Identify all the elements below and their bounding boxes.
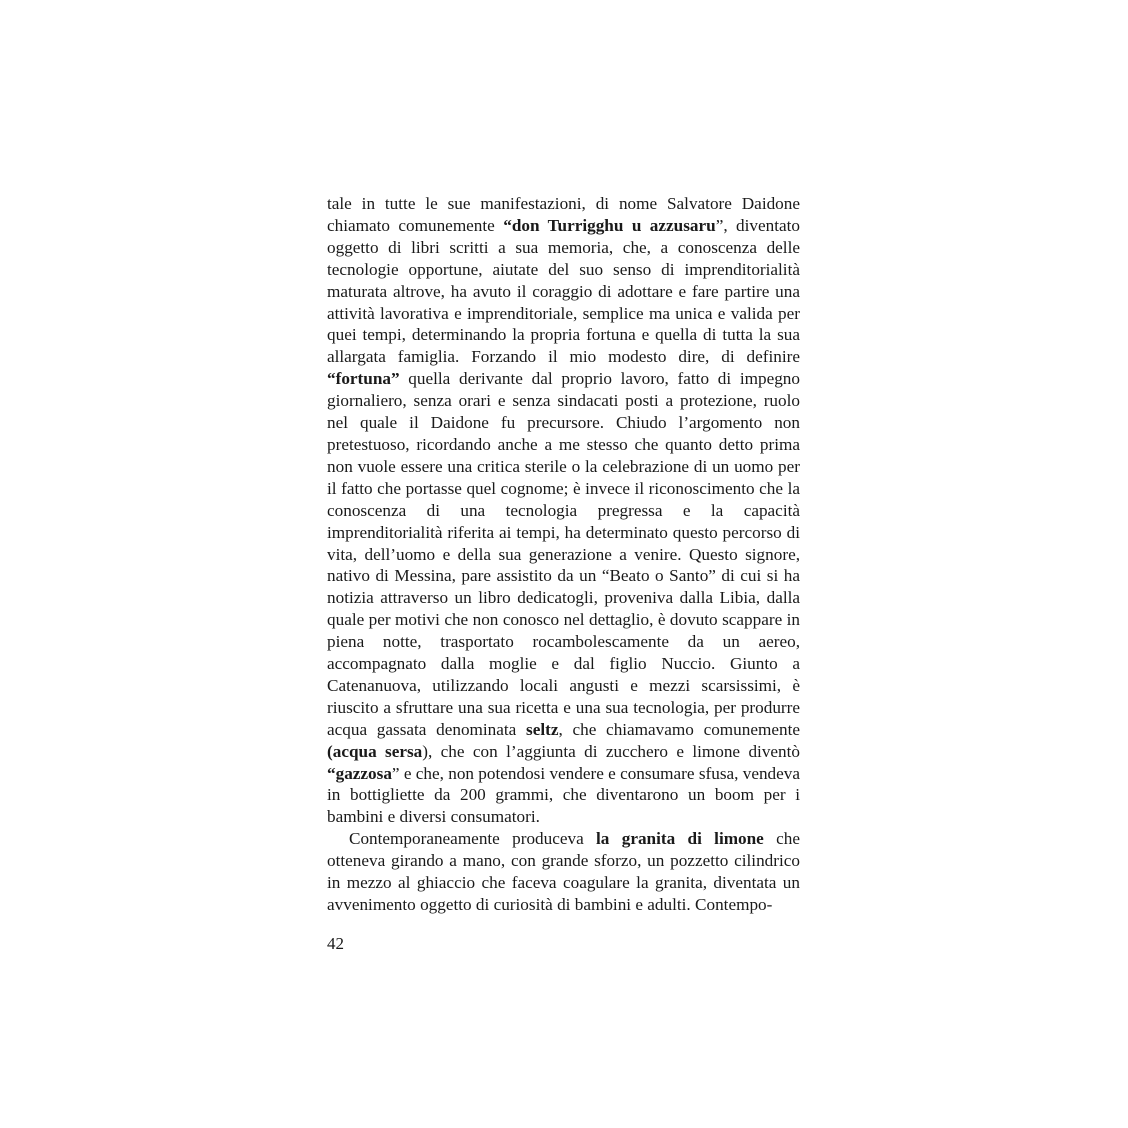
paragraph-1 bbox=[327, 193, 800, 828]
bold-granita-di-limone: la granita di limone bbox=[596, 829, 764, 849]
bold-seltz: seltz bbox=[526, 719, 559, 739]
paragraph-1-text-1: tale in tutte le sue manifestazioni, di nome Salvatore Daidone chiamato comunemente bbox=[327, 194, 800, 235]
paragraph-2 bbox=[327, 828, 800, 916]
paragraph-1-text-3: quella derivante dal proprio lavoro, fatto di impegno giornaliero, senza orari e senza sindacati posti a protezione, ruolo nel quale il Daidone fu precursore. Chiudo l’argomento non pretestuoso, ricordando anche a me stesso che quanto detto prima non vuole essere una critica sterile o la celebrazione di un uomo per il fatto che portasse quel cognome; è invece il riconoscimento che la conoscenza di una tecnologia pregressa e la capacità imprenditorialità riferita ai tempi, ha determinato questo percorso di vita, dell’uomo e della sua generazione a venire. Questo signore, nativo di Messina, pare assistito da un “Beato o Santo” di cui si ha notizia attraverso un libro dedicatogli, proveniva dalla Libia, dalla quale per motivi che non conosco nel dettaglio, è dovuto scappare in piena notte, trasportato rocambolescamente da un aereo, accompagnato dalla moglie e dal figlio Nuccio. Giunto a Catenanuova, utilizzando locali angusti e mezzi scarsissimi, è riuscito a sfruttare una sua ricetta e una sua tecnologia, per produrre acqua gassata denominata bbox=[327, 369, 800, 739]
paragraph-2-text-2: che otteneva girando a mano, con grande sforzo, un pozzetto cilindrico in mezzo al ghiaccio che faceva coagulare la granita, diventata un avvenimento oggetto di curiosità di bambini e adulti. Contempo- bbox=[327, 829, 800, 914]
paragraph-1-text-4: , che chiamavamo comunemente bbox=[558, 719, 800, 739]
bold-don-turrigghu: “don Turrigghu u azzusaru bbox=[503, 215, 716, 235]
body-text bbox=[327, 193, 800, 916]
paragraph-1-text-5: ), che con l’aggiunta di zucchero e limone diventò bbox=[422, 741, 800, 761]
bold-acqua-sersa: (acqua sersa bbox=[327, 741, 423, 761]
page-number: 42 bbox=[327, 934, 344, 953]
paragraph-1-text-2: ”, diventato oggetto di libri scritti a sua memoria, che, a conoscenza delle tecnologie opportune, aiutate del suo senso di imprenditorialità maturata altrove, ha avuto il coraggio di adottare e fare partire una attività lavorativa e imprenditoriale, semplice ma unica e valida per quei tempi, determinando la propria fortuna e quella di tutta la sua allargata famiglia. Forzando il mio modesto dire, di definire bbox=[327, 215, 801, 367]
bold-fortuna: “fortuna” bbox=[327, 369, 400, 389]
paragraph-1-text-6: ” e che, non potendosi vendere e consumare sfusa, vendeva in bottigliette da 200 grammi, che diventarono un boom per i bambini e diversi consumatori. bbox=[327, 763, 800, 827]
bold-gazzosa: “gazzosa bbox=[327, 763, 392, 783]
paragraph-2-text-1: Contemporaneamente produceva bbox=[349, 829, 597, 849]
